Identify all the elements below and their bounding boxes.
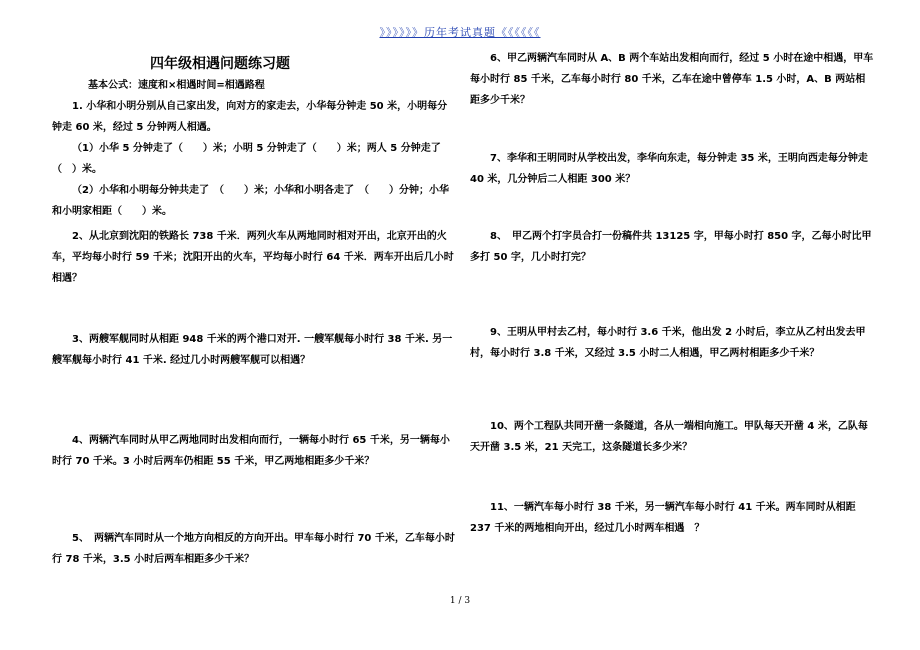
header-link[interactable]: 》》》》》》历年考试真题《《《《《《 (379, 26, 541, 39)
question-2: 2、从北京到沈阳的铁路长 738 千米．两列火车从两地同时相对开出，北京开出的火车，平均每小时行 59 千米；沈阳开出的火车，平均每小时行 64 千米．两车开出后几小时相遇？ (52, 231, 454, 284)
question-1b: （2）小华和小明每分钟共走了 （ ）米；小华和小明各走了 （ ）分钟；小华和小明家相距（ ）米。 (52, 185, 449, 217)
question-9: 9、王明从甲村去乙村，每小时行 3.6 千米，他出发 2 小时后，李立从乙村出发去甲村，每小时行 3.8 千米，又经过 3.5 小时二人相遇，甲乙两村相距多少千米？ (470, 327, 866, 359)
question-1: 1. 小华和小明分别从自己家出发，向对方的家走去，小华每分钟走 50 米，小明每分钟走 60 米，经过 5 分钟两人相遇。 (52, 101, 448, 133)
question-5: 5、 两辆汽车同时从一个地方向相反的方向开出。甲车每小时行 70 千米，乙车每小时行 78 千米，3.5 小时后两车相距多少千米？ (52, 533, 455, 565)
question-1a: （1）小华 5 分钟走了（ ）米；小明 5 分钟走了（ ）米；两人 5 分钟走了（ ）米。 (52, 143, 441, 175)
question-7: 7、李华和王明同时从学校出发，李华向东走，每分钟走 35 米，王明向西走每分钟走 40 米，几分钟后二人相距 300 米？ (470, 153, 868, 185)
question-8: 8、 甲乙两个打字员合打一份稿件共 13125 字，甲每小时打 850 字，乙每小时比甲多打 50 字，几小时打完？ (470, 231, 872, 263)
question-4: 4、两辆汽车同时从甲乙两地同时出发相向而行，一辆每小时行 65 千米，另一辆每小时行 70 千米。3 小时后两车仍相距 55 千米，甲乙两地相距多少千米？ (52, 435, 450, 467)
page-title: 四年级相遇问题练习题 (150, 56, 290, 72)
page-number: 1 / 3 (449, 596, 471, 606)
question-10: 10、两个工程队共同开凿一条隧道，各从一端相向施工。甲队每天开凿 4 米，乙队每天开凿 3.5 米，21 天完工，这条隧道长多少米？ (470, 421, 868, 453)
question-11: 11、一辆汽车每小时行 38 千米，另一辆汽车每小时行 41 千米。两车同时从相距 237 千米的两地相向开出，经过几小时两车相遇 ？ (470, 502, 856, 534)
question-3: 3、两艘军舰同时从相距 948 千米的两个港口对开. 一艘军舰每小时行 38 千米. 另一艘军舰每小时行 41 千米. 经过几小时两艘军舰可以相遇？ (52, 334, 453, 366)
formula-text: 基本公式：速度和×相遇时间=相遇路程 (88, 80, 265, 91)
question-6: 6、甲乙两辆汽车同时从 A、B 两个车站出发相向而行，经过 5 小时在途中相遇，甲车每小时行 85 千米，乙车每小时行 80 千米，乙车在途中曾停车 1.5 小时，A、B 两站相距多少千米？ (470, 53, 874, 106)
